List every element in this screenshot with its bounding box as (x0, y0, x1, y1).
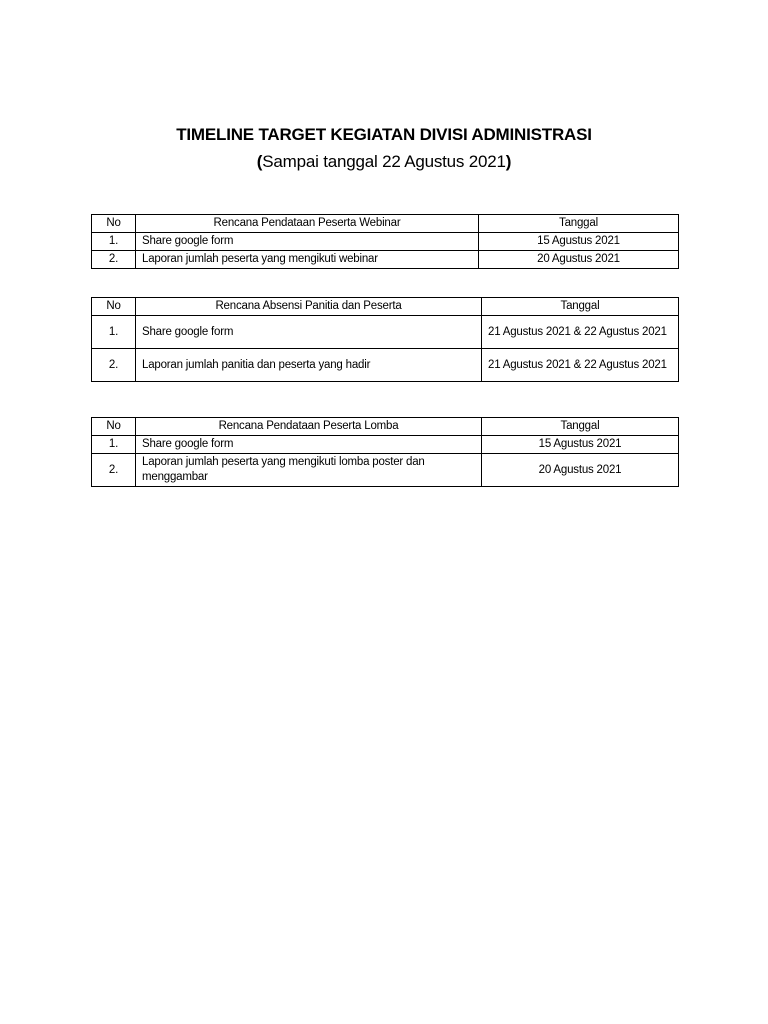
row-date: 15 Agustus 2021 (479, 233, 679, 251)
row-number: 1. (92, 233, 136, 251)
subtitle-text: Sampai tanggal 22 Agustus 2021 (262, 152, 506, 171)
subtitle-close-paren: ) (505, 152, 512, 171)
row-date: 20 Agustus 2021 (482, 454, 679, 487)
row-plan: Share google form (136, 233, 479, 251)
header-no: No (92, 298, 136, 316)
row-number: 2. (92, 349, 136, 382)
table-row (92, 251, 679, 269)
table-header-row (92, 215, 679, 233)
header-date: Tanggal (482, 298, 679, 316)
row-plan: Share google form (136, 436, 482, 454)
table-row (92, 316, 679, 349)
table-row (92, 436, 679, 454)
row-plan: Laporan jumlah panitia dan peserta yang hadir (136, 349, 482, 382)
document-title: TIMELINE TARGET KEGIATAN DIVISI ADMINISTRASI (176, 125, 592, 144)
subtitle-open-paren: ( (256, 152, 263, 171)
competition-registration-table (91, 417, 679, 487)
row-number: 2. (92, 454, 136, 487)
row-number: 1. (92, 316, 136, 349)
table-row (92, 454, 679, 487)
document-subtitle (0, 148, 768, 176)
table-header-row (92, 418, 679, 436)
header-date: Tanggal (482, 418, 679, 436)
table-header-row (92, 298, 679, 316)
header-plan: Rencana Pendataan Peserta Lomba (136, 418, 482, 436)
row-date: 20 Agustus 2021 (479, 251, 679, 269)
table-row (92, 349, 679, 382)
header-date: Tanggal (479, 215, 679, 233)
row-number: 2. (92, 251, 136, 269)
row-date: 21 Agustus 2021 & 22 Agustus 2021 (482, 316, 679, 349)
row-plan: Share google form (136, 316, 482, 349)
header-no: No (92, 215, 136, 233)
document-header (0, 122, 768, 176)
table-row (92, 233, 679, 251)
row-plan: Laporan jumlah peserta yang mengikuti webinar (136, 251, 479, 269)
row-plan: Laporan jumlah peserta yang mengikuti lomba poster dan menggambar (136, 454, 482, 487)
webinar-registration-table (91, 214, 679, 269)
header-no: No (92, 418, 136, 436)
attendance-table (91, 297, 679, 382)
header-plan: Rencana Absensi Panitia dan Peserta (136, 298, 482, 316)
row-date: 21 Agustus 2021 & 22 Agustus 2021 (482, 349, 679, 382)
row-date: 15 Agustus 2021 (482, 436, 679, 454)
header-plan: Rencana Pendataan Peserta Webinar (136, 215, 479, 233)
row-number: 1. (92, 436, 136, 454)
